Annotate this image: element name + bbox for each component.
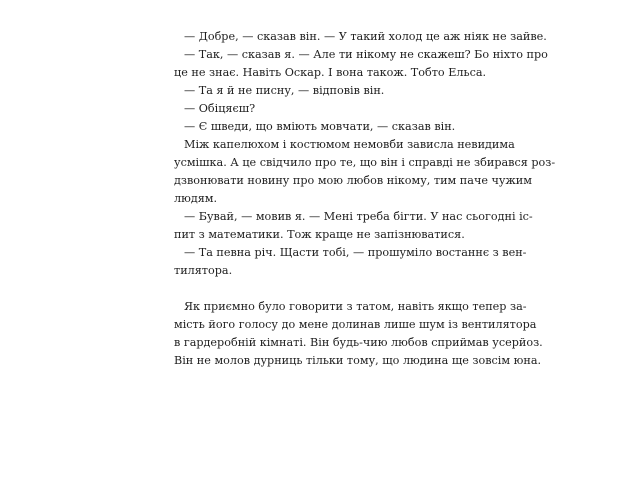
text-line: — Обіцяєш? xyxy=(184,102,256,115)
text-line: Між капелюхом і костюмом немовби зависла невидима xyxy=(184,138,515,151)
text-line: — Та я й не писну, — відповів він. xyxy=(184,84,385,97)
text-line: людям. xyxy=(174,192,218,205)
text-line: — Та певна річ. Щасти тобі, — прошуміло востаннє з вен- xyxy=(184,246,527,259)
text-line: — Так, — сказав я. — Але ти нікому не скажеш? Бо ніхто про xyxy=(184,48,548,61)
text-line: пит з математики. Тож краще не запізнюватися. xyxy=(174,228,465,241)
text-line: дзвонювати новину про мою любов нікому, тим паче чужим xyxy=(174,174,532,187)
text-line: в гардеробній кімнаті. Він будь-чию любов сприймав усерйоз. xyxy=(174,336,543,349)
text-line: Як приємно було говорити з татом, навіть якщо тепер за- xyxy=(184,300,527,313)
text-line: мість його голосу до мене долинав лише шум із вентилятора xyxy=(174,318,537,331)
text-line: тилятора. xyxy=(174,264,233,277)
text-line: Він не молов дурниць тільки тому, що людина ще зовсім юна. xyxy=(174,354,542,367)
text-line: усмішка. А це свідчило про те, що він і справді не збирався роз- xyxy=(174,156,556,169)
text-line: — Є шведи, що вміють мовчати, — сказав він. xyxy=(184,120,456,133)
text-line: — Бувай, — мовив я. — Мені треба бігти. У нас сьогодні іс- xyxy=(184,210,533,223)
body-text xyxy=(174,28,556,370)
paragraph-gap xyxy=(174,280,466,298)
text-line: це не знає. Навіть Оскар. І вона також. Тобто Ельса. xyxy=(174,66,487,79)
text-line: — Добре, — сказав він. — У такий холод це аж ніяк не зайве. xyxy=(184,30,547,43)
